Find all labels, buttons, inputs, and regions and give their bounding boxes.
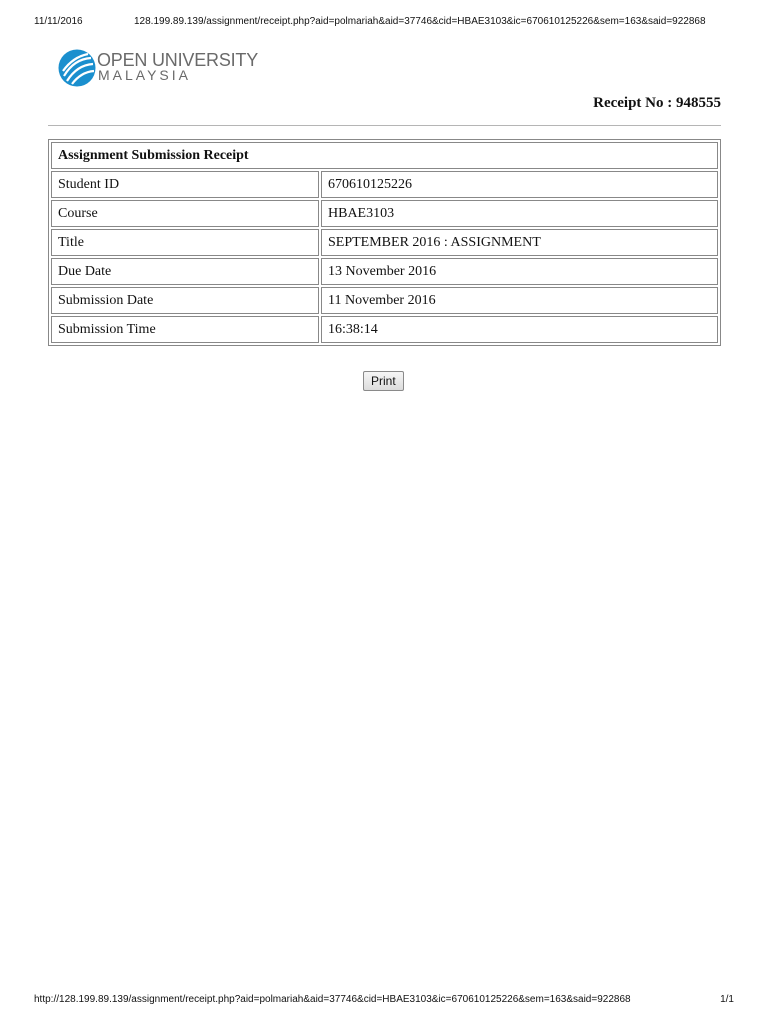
course-label: Course [51, 200, 319, 227]
print-date: 11/11/2016 [34, 16, 83, 27]
student-id-value: 670610125226 [321, 171, 718, 198]
due-date-value: 13 November 2016 [321, 258, 718, 285]
due-date-label: Due Date [51, 258, 319, 285]
course-value: HBAE3103 [321, 200, 718, 227]
receipt-table-title: Assignment Submission Receipt [51, 142, 718, 169]
submission-date-value: 11 November 2016 [321, 287, 718, 314]
title-label: Title [51, 229, 319, 256]
student-id-label: Student ID [51, 171, 319, 198]
footer-url: http://128.199.89.139/assignment/receipt.php?aid=polmariah&aid=37746&cid=HBAE3103&ic=670610125226&sem=163&said=922868 [34, 994, 631, 1005]
table-row [51, 200, 718, 227]
table-row [51, 171, 718, 198]
page-number: 1/1 [720, 994, 734, 1005]
print-footer [34, 994, 734, 1008]
receipt-table-header-row [51, 142, 718, 169]
logo-line-1: OPEN UNIVERSITY [97, 50, 259, 70]
receipt-number: Receipt No : 948555 [593, 95, 721, 111]
print-button[interactable]: Print [363, 371, 404, 391]
table-row [51, 258, 718, 285]
table-row [51, 229, 718, 256]
submission-time-label: Submission Time [51, 316, 319, 343]
header-divider [48, 125, 721, 126]
title-value: SEPTEMBER 2016 : ASSIGNMENT [321, 229, 718, 256]
submission-time-value: 16:38:14 [321, 316, 718, 343]
receipt-table [48, 139, 721, 346]
table-row [51, 287, 718, 314]
university-logo [58, 49, 268, 89]
print-header [34, 16, 734, 30]
table-row [51, 316, 718, 343]
submission-date-label: Submission Date [51, 287, 319, 314]
oum-emblem-icon [58, 49, 96, 87]
logo-line-2: MALAYSIA [98, 67, 191, 83]
print-url: 128.199.89.139/assignment/receipt.php?aid=polmariah&aid=37746&cid=HBAE3103&ic=670610125226&sem=163&said=922868 [134, 16, 706, 27]
